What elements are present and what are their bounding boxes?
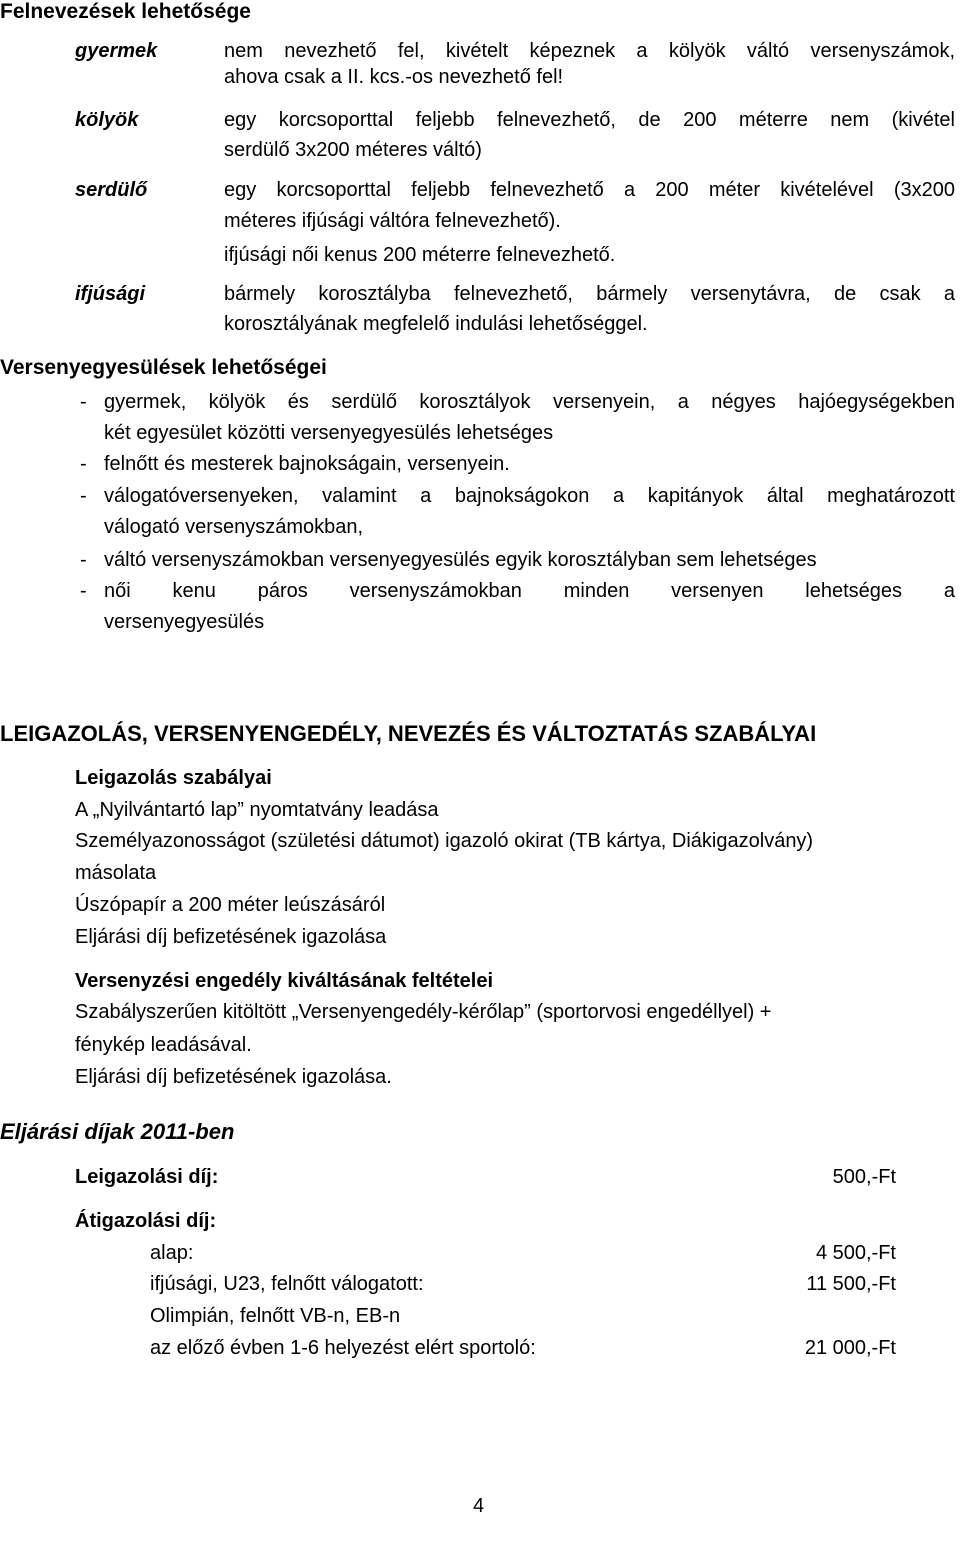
- union-item-4-line-1: váltó versenyszámokban versenyegyesülés egyik korosztályban sem lehetséges: [104, 549, 817, 571]
- page-number: 4: [473, 1495, 485, 1517]
- list-bullet: -: [80, 453, 87, 475]
- section-title-unions: Versenyegyesülések lehetőségei: [0, 356, 327, 379]
- list-bullet: -: [80, 485, 87, 507]
- union-item-2-line-1: felnőtt és mesterek bajnokságain, versenyein.: [104, 453, 510, 475]
- desc-ifjusagi-line-2: korosztályának megfelelő indulási lehetőséggel.: [224, 313, 648, 335]
- term-gyermek: gyermek: [75, 40, 158, 62]
- transfer-fee-row-label: ifjúsági, U23, felnőtt válogatott:: [150, 1273, 424, 1295]
- transfer-fee-row-value: 4 500,-Ft: [815, 1242, 896, 1264]
- union-item-1-line-2: két egyesület közötti versenyegyesülés lehetséges: [104, 422, 554, 444]
- list-bullet: -: [80, 391, 87, 413]
- license-line-3: Eljárási díj befizetésének igazolása.: [75, 1066, 392, 1088]
- desc-serdulo-line-2: méteres ifjúsági váltóra felnevezhető).: [224, 210, 561, 232]
- registration-heading: Leigazolás szabályai: [75, 767, 272, 789]
- term-serdulo: serdülő: [75, 179, 148, 201]
- section-title-fees: Eljárási díjak 2011-ben: [0, 1119, 235, 1144]
- transfer-fee-row-label: Olimpián, felnőtt VB-n, EB-n: [150, 1305, 401, 1327]
- license-heading: Versenyzési engedély kiváltásának feltételei: [75, 970, 494, 992]
- registration-line-4: Úszópapír a 200 méter leúszásáról: [75, 894, 386, 916]
- registration-fee-value: 500,-Ft: [832, 1166, 896, 1188]
- transfer-fee-row-label: az előző évben 1-6 helyezést elért sportoló:: [150, 1337, 536, 1359]
- registration-line-5: Eljárási díj befizetésének igazolása: [75, 926, 387, 948]
- desc-serdulo-line-3: ifjúsági női kenus 200 méterre felnevezhető.: [224, 244, 616, 266]
- license-line-2: fénykép leadásával.: [75, 1034, 252, 1056]
- union-item-5-line-1: női kenu páros versenyszámokban minden versenyen lehetséges a: [104, 580, 955, 602]
- union-item-3-line-2: válogató versenyszámokban,: [104, 516, 364, 538]
- registration-fee-label: Leigazolási díj:: [75, 1166, 219, 1188]
- union-item-1-line-1: gyermek, kölyök és serdülő korosztályok versenyein, a négyes hajóegységekben: [104, 391, 955, 413]
- transfer-fee-row-value: 11 500,-Ft: [806, 1273, 896, 1295]
- list-bullet: -: [80, 549, 87, 571]
- term-ifjusagi: ifjúsági: [75, 283, 146, 305]
- license-line-1: Szabályszerűen kitöltött „Versenyengedély-kérőlap” (sportorvosi engedéllyel) +: [75, 1001, 772, 1023]
- desc-serdulo-line-1: egy korcsoporttal feljebb felnevezhető a 200 méter kivételével (3x200: [224, 179, 955, 201]
- desc-ifjusagi-line-1: bármely korosztályba felnevezhető, bármely versenytávra, de csak a: [224, 283, 955, 305]
- transfer-fee-row-value: 21 000,-Ft: [804, 1337, 896, 1359]
- list-bullet: -: [80, 580, 87, 602]
- transfer-fee-row-label: alap:: [150, 1242, 194, 1264]
- registration-line-1: A „Nyilvántartó lap” nyomtatvány leadása: [75, 799, 439, 821]
- desc-gyermek-line-2: ahova csak a II. kcs.-os nevezhető fel!: [224, 66, 564, 88]
- union-item-3-line-1: válogatóversenyeken, valamint a bajnokságokon a kapitányok által meghatározott: [104, 485, 955, 507]
- section-title-rules: LEIGAZOLÁS, VERSENYENGEDÉLY, NEVEZÉS ÉS VÁLTOZTATÁS SZABÁLYAI: [0, 721, 817, 746]
- section-title-naming: Felnevezések lehetősége: [0, 0, 251, 23]
- desc-gyermek-line-1: nem nevezhető fel, kivételt képeznek a kölyök váltó versenyszámok,: [224, 40, 955, 62]
- desc-kolyok-line-2: serdülő 3x200 méteres váltó): [224, 139, 482, 161]
- union-item-5-line-2: versenyegyesülés: [104, 611, 265, 633]
- registration-line-3: másolata: [75, 862, 157, 884]
- registration-line-2: Személyazonosságot (születési dátumot) igazoló okirat (TB kártya, Diákigazolvány): [75, 830, 814, 852]
- transfer-fee-label: Átigazolási díj:: [75, 1210, 217, 1232]
- desc-kolyok-line-1: egy korcsoporttal feljebb felnevezhető, de 200 méterre nem (kivétel: [224, 109, 955, 131]
- term-kolyok: kölyök: [75, 109, 139, 131]
